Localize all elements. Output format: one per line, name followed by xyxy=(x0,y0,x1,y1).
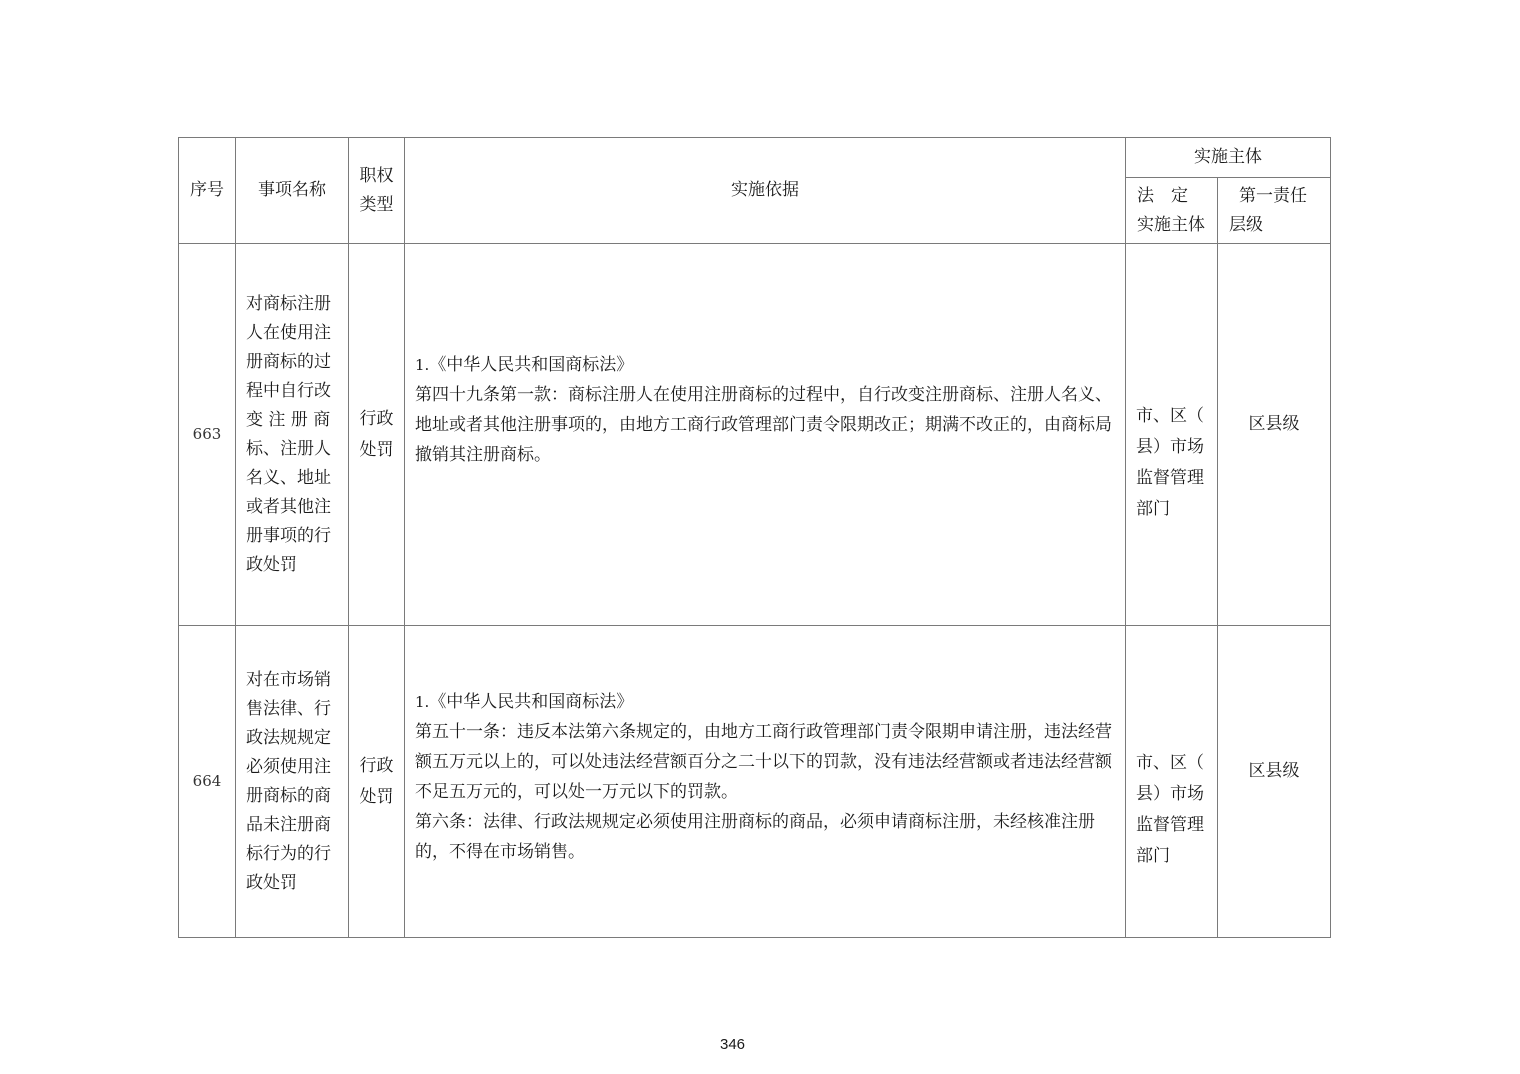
header-subject: 实施主体 xyxy=(1126,138,1331,178)
name-line: 政处罚 xyxy=(246,872,297,893)
law-index: 1. xyxy=(415,355,430,374)
row-basis xyxy=(405,244,1126,626)
org-line: 部门 xyxy=(1136,845,1170,866)
name-line: 册事项的行 xyxy=(246,525,331,546)
header-legal-subject-line1: 法 定 xyxy=(1137,185,1188,206)
law-title-text: 《中华人民共和国商标法》 xyxy=(429,354,634,375)
name-line: 对商标注册 xyxy=(246,293,331,314)
org-line: 监督管理 xyxy=(1136,814,1204,835)
org-line: 县）市场 xyxy=(1136,436,1204,457)
type-line: 行政 xyxy=(359,408,394,429)
type-line: 处罚 xyxy=(359,786,394,807)
enforcement-items-table xyxy=(178,137,1331,938)
name-line: 变 注 册 商 xyxy=(246,409,331,430)
row-item-name xyxy=(236,626,349,938)
header-legal-subject-line2: 实施主体 xyxy=(1137,214,1205,235)
header-first-level-line1: 第一责任 xyxy=(1239,185,1307,206)
law-index: 1. xyxy=(415,692,430,711)
header-item-name: 事项名称 xyxy=(236,138,349,244)
header-power-type xyxy=(349,138,405,244)
row-seq: 664 xyxy=(179,626,236,938)
name-line: 标行为的行 xyxy=(246,843,331,864)
law-clause: 第六条：法律、行政法规规定必须使用注册商标的商品，必须申请商标注册，未经核准注册的，不得在市场销售。 xyxy=(415,811,1095,862)
name-line: 册商标的商 xyxy=(246,785,331,806)
org-line: 县）市场 xyxy=(1136,783,1204,804)
org-line: 市、区（ xyxy=(1136,752,1204,773)
row-power-type xyxy=(349,244,405,626)
name-line: 必须使用注 xyxy=(246,756,331,777)
header-first-level-line2: 层级 xyxy=(1229,214,1263,235)
level-text: 区县级 xyxy=(1248,414,1300,434)
name-line: 册商标的过 xyxy=(246,351,331,372)
table-row xyxy=(179,626,1331,938)
name-line: 人在使用注 xyxy=(246,322,331,343)
name-line: 品未注册商 xyxy=(246,814,331,835)
row-item-name xyxy=(236,244,349,626)
name-line: 政法规规定 xyxy=(246,727,331,748)
name-line: 标、注册人 xyxy=(246,438,331,459)
law-clause: 第四十九条第一款：商标注册人在使用注册商标的过程中，自行改变注册商标、注册人名义、地址或者其他注册事项的，由地方工商行政管理部门责令限期改正；期满不改正的，由商标局撤销其注册商标。 xyxy=(415,384,1112,465)
org-line: 市、区（ xyxy=(1136,405,1204,426)
name-line: 政处罚 xyxy=(246,554,297,575)
row-basis xyxy=(405,626,1126,938)
row-first-level xyxy=(1218,626,1331,938)
name-line: 对在市场销 xyxy=(246,669,331,690)
page-number: 346 xyxy=(719,1036,746,1053)
law-title-text: 《中华人民共和国商标法》 xyxy=(429,691,634,712)
header-basis: 实施依据 xyxy=(405,138,1126,244)
table-row xyxy=(179,244,1331,626)
level-text: 区县级 xyxy=(1248,761,1300,781)
row-first-level xyxy=(1218,244,1331,626)
row-seq: 663 xyxy=(179,244,236,626)
type-line: 行政 xyxy=(359,755,394,776)
name-line: 程中自行改 xyxy=(246,380,331,401)
header-seq: 序号 xyxy=(179,138,236,244)
name-line: 售法律、行 xyxy=(246,698,331,719)
header-power-type-line2: 类型 xyxy=(359,194,394,215)
law-clause: 第五十一条：违反本法第六条规定的，由地方工商行政管理部门责令限期申请注册，违法经营额五万元以上的，可以处违法经营额百分之二十以下的罚款，没有违法经营额或者违法经营额不足五万元的，可以处一万元以下的罚款。 xyxy=(415,721,1112,802)
name-line: 或者其他注 xyxy=(246,496,331,517)
name-line: 名义、地址 xyxy=(246,467,331,488)
org-line: 监督管理 xyxy=(1136,467,1204,488)
header-power-type-line1: 职权 xyxy=(359,165,394,186)
org-line: 部门 xyxy=(1136,498,1170,519)
row-legal-subject xyxy=(1126,244,1218,626)
row-legal-subject xyxy=(1126,626,1218,938)
type-line: 处罚 xyxy=(359,439,394,460)
header-legal-subject xyxy=(1126,178,1218,244)
row-power-type xyxy=(349,626,405,938)
header-row-1 xyxy=(179,138,1331,178)
law-title xyxy=(415,687,1115,717)
header-first-level xyxy=(1218,178,1331,244)
law-title xyxy=(415,350,1115,380)
